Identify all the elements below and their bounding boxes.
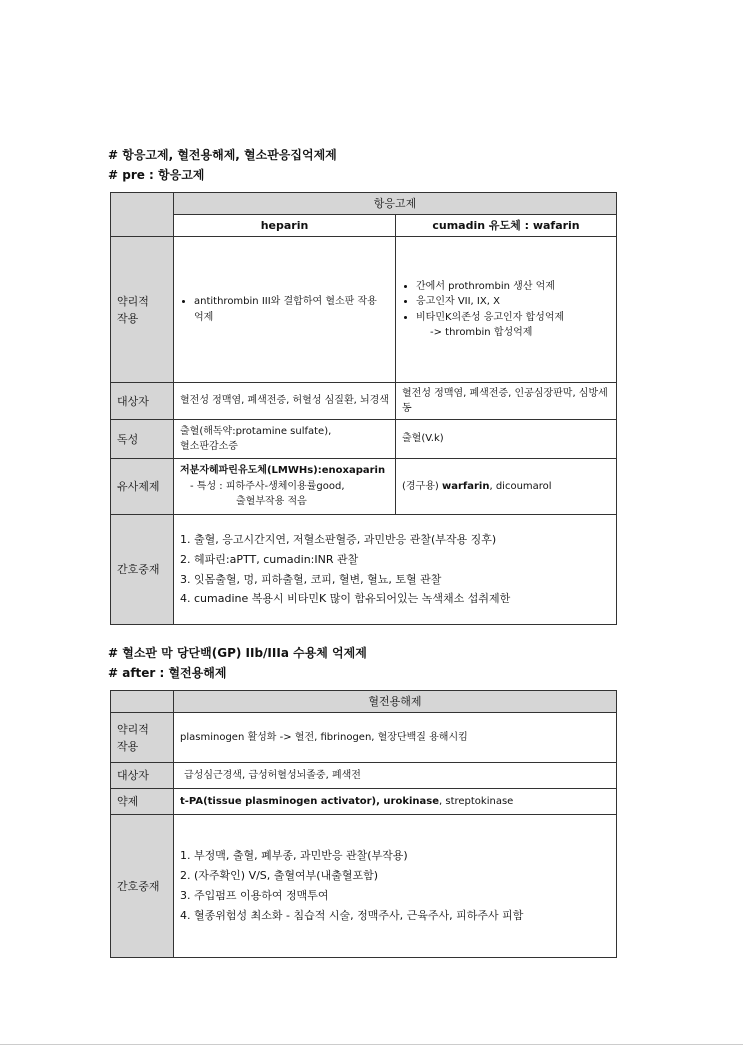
anticoagulant-table: [110, 192, 617, 625]
column-header-warfarin: cumadin 유도체 : wafarin: [396, 215, 617, 237]
warfarin-mechanism-sub: -> thrombin 합성억제: [430, 327, 533, 339]
page-bottom-divider: [0, 1044, 743, 1045]
heparin-similar-cell: 저분자헤파린유도체(LMWHs):enoxaparin - 특성 : 피하주사-생체이용률good, 출혈부작용 적음: [174, 459, 396, 515]
section-heading-pre-anticoagulant: # pre : 항응고제: [108, 168, 205, 182]
warfarin-target-cell: 혈전성 정맥염, 폐색전증, 인공심장판막, 심방세동: [396, 383, 617, 420]
heparin-toxicity-cell: 출혈(해독약:protamine sulfate), 혈소판감소증: [174, 420, 396, 459]
row-label-target: 대상자: [111, 383, 174, 420]
table-corner-cell: [111, 691, 174, 713]
section-heading-anticoag-thrombolytic-antiplatelet: # 항응고제, 혈전용해제, 혈소판응집억제제: [108, 148, 337, 162]
list-item: 4. 혈종위험성 최소화 - 침습적 시술, 정맥주사, 근육주사, 피하주사 피함: [180, 908, 524, 922]
row-label-target: 대상자: [111, 763, 174, 789]
nursing-interventions-cell: [174, 515, 617, 625]
list-item: 2. 헤파린:aPTT, cumadin:INR 관찰: [180, 552, 359, 566]
list-item: 3. 주입펌프 이용하여 정맥투여: [180, 889, 329, 903]
heparin-target-cell: 혈전성 정맥염, 폐색전증, 허혈성 심질환, 뇌경색: [174, 383, 396, 420]
list-item: 1. 부정맥, 출혈, 폐부종, 과민반응 관찰(부작용): [180, 849, 408, 863]
table-row-nursing: [111, 815, 617, 958]
list-item: • 간에서 prothrombin 생산 억제: [416, 279, 610, 295]
list-item: • 응고인자 VII, IX, X: [416, 294, 610, 310]
thrombolytic-mechanism-cell: plasminogen 활성화 -> 혈전, fibrinogen, 혈장단백질 용해시킴: [174, 713, 617, 763]
row-label-toxicity: 독성: [111, 420, 174, 459]
thrombolytic-table: [110, 690, 617, 958]
warfarin-similar-cell: (경구용) warfarin, dicoumarol: [396, 459, 617, 515]
heparin-mechanism-cell: [174, 237, 396, 383]
warfarin-mechanism-cell: [396, 237, 617, 383]
row-label-nursing: 간호중재: [111, 815, 174, 958]
table-row-mechanism: [111, 237, 617, 383]
list-item: 2. (자주확인) V/S, 출혈여부(내출혈포함): [180, 869, 378, 883]
row-label-nursing: 간호중재: [111, 515, 174, 625]
table-row-toxicity: [111, 420, 617, 459]
row-label-similar-drugs: 유사제제: [111, 459, 174, 515]
thrombolytic-target-cell: 급성심근경색, 급성허혈성뇌졸중, 폐색전: [174, 763, 617, 789]
thrombolytic-table-title: 혈전용해제: [174, 691, 617, 713]
list-item: 4. cumadine 복용시 비타민K 많이 함유되어있는 녹색채소 섭취제한: [180, 592, 511, 606]
table-row-target: [111, 383, 617, 420]
table-corner-cell: [111, 193, 174, 237]
list-item: 3. 잇몸출혈, 멍, 피하출혈, 코피, 혈변, 혈뇨, 토혈 관찰: [180, 572, 442, 586]
row-label-mechanism: 약리적 작용: [111, 713, 174, 763]
anticoagulant-table-title: 항응고제: [174, 193, 617, 215]
section-heading-gp-receptor-inhibitor: # 혈소판 막 당단백(GP) IIb/IIIa 수용체 억제제: [108, 646, 367, 660]
table-row-drugs: [111, 789, 617, 815]
row-label-mechanism: 약리적 작용: [111, 237, 174, 383]
section-heading-after-thrombolytic: # after : 혈전용해제: [108, 666, 227, 680]
column-header-heparin: heparin: [174, 215, 396, 237]
thrombolytic-drugs-cell: t-PA(tissue plasminogen activator), urokinase, streptokinase: [174, 789, 617, 815]
table-row-target: [111, 763, 617, 789]
list-item: • 비타민K의존성 응고인자 합성억제: [416, 310, 610, 326]
table-row-nursing: [111, 515, 617, 625]
thrombolytic-nursing-cell: [174, 815, 617, 958]
list-item: 1. 출혈, 응고시간지연, 저혈소판혈증, 과민반응 관찰(부작용 징후): [180, 533, 497, 546]
table-row-similar-drugs: [111, 459, 617, 515]
warfarin-toxicity-cell: 출혈(V.k): [396, 420, 617, 459]
table-row-mechanism: [111, 713, 617, 763]
row-label-drugs: 약제: [111, 789, 174, 815]
list-item: • antithrombin III와 결합하여 혈소판 작용 억제: [194, 294, 389, 325]
